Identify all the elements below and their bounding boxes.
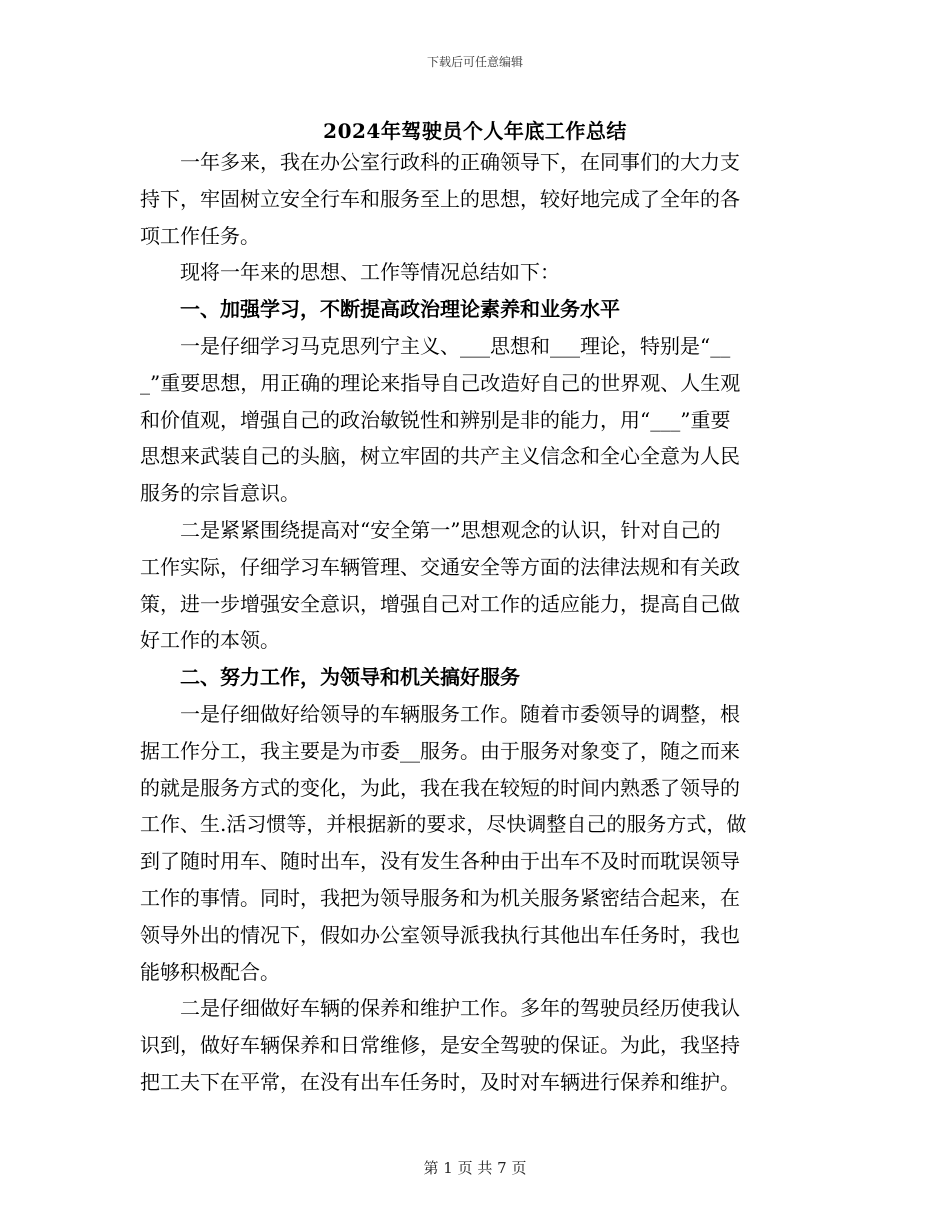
page-header-note: 下载后可任意编辑: [426, 55, 523, 69]
section-heading-1: 一、加强学习，不断提高政治理论素养和业务水平: [180, 297, 620, 322]
paragraph-study-2: 二是紧紧围绕提高对“安全第一”思想观念的认识，针对自己的 工作实际，仔细学习车辆管理、交通安全等方面的法律法规和有关政 策，进一步增强安全意识，增强自己对工作的适应能力，提高自己做 好工作的本领。: [140, 517, 740, 653]
section-heading-2: 二、努力工作，为领导和机关搞好服务: [180, 665, 520, 690]
paragraph-intro: 一年多来，我在办公室行政科的正确领导下，在同事们的大力支 持下，牢固树立安全行车和服务至上的思想，较好地完成了全年的各 项工作任务。: [140, 150, 740, 248]
paragraph-study-1: 一是仔细学习马克思列宁主义、___思想和___理论，特别是“__ _”重要思想，用正确的理论来指导自己改造好自己的世界观、人生观 和价值观，增强自己的政治敏锐性和辨别是非的能力，用“___”重要 思想来武装自己的头脑，树立牢固的共产主义信念和全心全意为人民 服务的宗旨意识。: [140, 333, 741, 506]
document-body: [140, 144, 810, 1101]
paragraph-summary-lead: 现将一年来的思想、工作等情况总结如下：: [180, 260, 560, 285]
paragraph-service-2: 二是仔细做好车辆的保养和维护工作。多年的驾驶员经历使我认 识到，做好车辆保养和日常维修，是安全驾驶的保证。为此，我坚持 把工夫下在平常，在没有出车任务时，及时对车辆进行保养和维护。: [140, 996, 740, 1094]
paragraph-service-1: 一是仔细做好给领导的车辆服务工作。随着市委领导的调整，根 据工作分工，我主要是为市委__服务。由于服务对象变了，随之而来 的就是服务方式的变化，为此，我在我在较短的时间内熟悉了领导的 工作、生.活习惯等，并根据新的要求，尽快调整自己的服务方式，做 到了随时用车、随时出车，没有发生各种由于出车不及时而耽误领导 工作的事情。同时，我把为领导服务和为机关服务紧密结合起来，在 领导外出的情况下，假如办公室领导派我执行其他出车任务时，我也 能够积极配合。: [140, 701, 747, 984]
document-title: 2024年驾驶员个人年底工作总结: [323, 119, 627, 143]
page-number: 第 1 页 共 7 页: [423, 1159, 527, 1177]
